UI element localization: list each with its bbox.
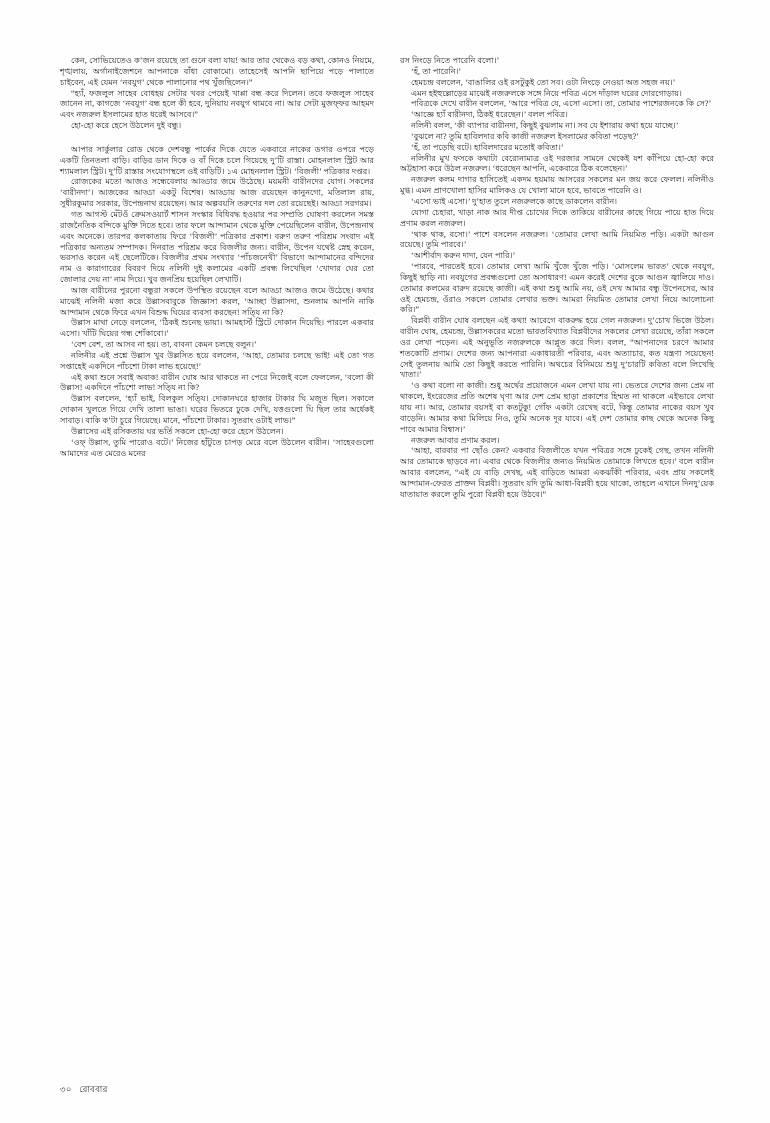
paragraph: ‘পারবে, পারতেই হবে। তোমার লেখা আমি খুঁজে খুঁজে পড়ি। ‘মোসলেম ভারত’ থেকে নবযুগ, কিছুই ছাড়ি না। নবযুগের প্রবন্ধগুলো তো অসাধারণ! এমন করেই দেশের বুকে আগুন জ্বালিয়ে দাও। তোমার কলমের বারুদ রয়েছে কাজী। এই কথা শুধু আমি নয়, ওই দেখ আমার বন্ধু উপেনসের, আর ওই হেমচন্দ্র, ওঁরাও সকলে তোমার লেখার ভক্ত। আমরা নিয়মিত তোমার লেখা নিয়ে আলোচনা করি।”: [400, 262, 714, 315]
paragraph: ‘আজ্ঞে হ্যাঁ বারীনদা, ঠিকই ধরেছেন।’ বলল পবিত্র।: [411, 110, 568, 120]
paragraph: এমন হইহুল্লোড়ের মাঝেই নজরুলকে সঙ্গে নিয়ে পবিত্র এসে দাঁড়াল ঘরের দোরগোড়ায়।: [411, 88, 682, 98]
paragraph: হো-হো করে হেসে উঠলেন দুই বন্ধু।: [71, 121, 182, 131]
paragraph: ‘থাক থাক, বসো।’ পাশে বসলেন নজরুল। ‘তোমার লেখা আমি নিয়মিত পড়ি। একটা আগুন রয়েছে। তুমি পারবে।’: [400, 229, 714, 250]
paragraph: যোগা চেহারা, খাড়া নাক আর দীপ্ত চোখের দিকে তাকিয়ে বারীনের কাছে গিয়ে পায়ে হাত দিয়ে প্রণাম করল নজরুল।: [400, 207, 714, 228]
two-column-layout: [60, 56, 714, 1056]
paragraph: উল্লাস বললেন, ‘হ্যাঁ ভাই, বিলকুল সতি্য। দোকানঘরে হাজার টাকার ঘি মজুত ছিল। সকালে দোকান খুলতে গিয়ে দেখি তালা ভাঙা। ঘরের ভিতরে ঢুকে দেখি, যত্তগুলো ঘি ছিল তার অর্ধেকই সাবাড়। বাকি ক’টা চুরে গিয়েছে। মানে, পাঁচশো টাকার। সুতরাং ওটাই লাভ।”: [60, 394, 374, 425]
left-column: [60, 56, 374, 1056]
paragraph: পবিত্রকে দেখে বারীন বললেন, ‘আরে পবিত্র যে, এসো এসো। তা, তোমার পাশেরজনকে কি সে?’: [411, 99, 712, 109]
paragraph: গত আগস্ট মেঁটওঁ ক্রেমসওয়ার্ট শাসন সংস্কার বিধিবদ্ধ হওয়ার পর সম্প্রতি ঘোষণা করলেন সমস্ত রাজনৈতিক বন্দিকে মুক্তি দিতে হবে। তার ফলে আন্দামান থেকে মুক্তি পেয়েছিলেন বারীন, উপেন্দ্রনাথ এবং অনেকে। তারপর কলকাতায় ফিরে ‘বিজলী’ পত্রিকার প্রকাশ। বরুণ তরুণ পরিশ্রম সংবাদ এই পত্রিকার অন্যতম সম্পাদক। দিনরাত পরিশ্রম করে বিজলীর জন্য। বারীন, উপেন যথেষ্ট স্নেহ করেন, ভরসাও করেন এই ছেলেটিকে। বিজলীর প্রথম সংখ্যার ‘পাঁচজনেখী’ বিভাগে আন্দামানের বন্দিদের নাম ও কারাগারের বিবরণ দিয়ে নলিনী দুই কলামের একটি প্রবন্ধ লিখেছিল ‘খোদার ঘের তো জোলার দেয় না’ নাম দিয়ে। খুব জনপ্রিয় হয়েছিল লেখাটি।: [60, 209, 374, 285]
paragraph: ‘হঁ, তা পড়েছি বটে। হাবিলদারের মতোই কবিতা।’: [411, 142, 564, 152]
paragraph: “হ্যাঁ, ফজলুল সাহেব বোধহয় সেটার খবর পেয়েই খাপ্পা বন্ধ করে দিলেন। তবে ফজলুল সাহেব জানেন না, কাগজে ‘নবযুগ’ বন্ধ হলে কী হবে, দুনিয়ায় নবযুগ থামবে না। আর সেটা মুজফ্‌ফর আহমদ এবং নজরুল ইসলামের হাত ধরেই আসবে।”: [60, 88, 374, 120]
paragraph: ‘হঁ, তা পারেনি।’: [411, 66, 462, 76]
magazine-name: রোববার: [79, 1085, 108, 1094]
paragraph: উল্লাসের এই রসিকতায় ঘর ভর্তি সকলে হো-হো করে হেসে উঠলেন।: [71, 426, 284, 436]
paragraph: ‘ও কথা বলো না কাজী। শুধু অর্থের প্রয়োজনে এমন লেখা যায় না। ভেতরে দেশের জন্য প্রেম না থাকলে, ইংরেজের প্রতি অশেষ ঘৃণা আর দেশ প্রেম ছাড়া প্রকাশের হিম্মত না থাকলে এইভাবে লেখা যায় না। আর, তোমার বয়সই বা কতটুকু! গোঁফ একটা রেখেছ বটে, কিন্তু তোমার নাকের বয়স খুব বাড়েনি। আমার কথা মিলিয়ে নিও, তুমি অনেক দূর যাবে। এই দেশ তোমার কাছ থেকে অনেক কিছু পাবে আমার বিশ্বাস।’: [400, 381, 714, 434]
paragraph: আপার সার্কুলার রোড থেকে দেশবন্ধু পার্কের দিকে যেতে একবারে নাকের ডগার ওপরে পড়ে একটি তিনতলা বাড়ি। বাড়ির ডান দিকে ও বাঁ দিকে চলে গিয়েছে দু’টি রাস্তা। মোহনলাল স্ট্রিট আর শ্যামলাল স্ট্রিট। দু’টি রাস্তার সংযোগস্থলে ওই বাড়িটি। ১এ মোহনলাল স্ট্রিট। ‘বিজলী’ পত্রিকার দপ্তর।: [60, 144, 374, 176]
paragraph: ‘আশীর্বাদ করুন দাদা, যেন পারি।’: [411, 251, 516, 261]
paragraph: উল্লাস মাথা নেড়ে বললেন, ‘ঠিকই শুনেছ ভায়া। আমহার্স্ট স্ট্রিটে দোকান দিয়েছি। পারলে একবার এসো। খাঁটি ঘিয়ের গন্ধ শোঁকাবো।’: [60, 318, 374, 339]
paragraph: নজরুল আবার প্রণাম করল।: [411, 435, 500, 445]
paragraph: নলিনীর এই প্রশ্নে উল্লাস খুব উল্লসিত হয়ে বললেন, ‘আহা, তোমার চলছে ভাই! এই তো গত সপ্তাহেই একদিনে পাঁচশো টাকা লাভ হয়েছে!’: [60, 350, 374, 371]
right-column: [400, 56, 714, 1056]
paragraph: ‘আহা, বারবার পা ছোঁও কেন? একবার বিজলীতে যখন পবিত্রর সঙ্গে ঢুকেই গেছ, তখন নলিনী আর তোমাকে ছাড়বে না। এবার থেকে বিজলীর জন্যও নিয়মিত তোমাকে লিখতে হবে।’ বলে বারীন আবার বললেন, “এই যে বাড়ি দেখছ, এই বাড়িতে আমরা একঝাঁকী পরিবার, এবং প্রায় সকলেই আন্দামান-ফেরত প্রাক্তন বিপ্লবী। সুতরাং যদি তুমি আধা-বিপ্লবী হয়ে থাকো, তাহলে এখানে দিনদু’য়েক যাতায়াত করলে তুমি পুরো বিপ্লবী হয়ে উঠবে।”: [400, 446, 714, 499]
paragraph: ‘ওফ্‌ উল্লাস, তুমি পারোও বটে।’ নিজের হাঁটুতে চাপড় মেরে বলে উঠলেন বারীন। ‘সাহেবগুলো আমাদের এত মেরেও মনের: [60, 437, 374, 458]
paragraph: ‘বুঝলে না? তুমি হাবিলদার কবি কাজী নজরুল ইসলামের কবিতা পড়েছ?’: [411, 131, 639, 141]
paragraph: নজরুল কলম দাগার হাসিতেই একদম হয়মায় আসরের সকলের মন জয় করে ফেলল। নলিনীও মুগ্ধ। এমন প্রাণখোলা হাসির মালিকও যে খোলা মানে হবে, ভাবতে পারেনি ও।: [400, 175, 714, 196]
page-footer: [60, 1083, 108, 1097]
paragraph: বিপ্লবী বারীন ঘোষ বলছেন এই কথা! আবেগে বাকরুদ্ধ হয়ে গেল নজরুল। দু’চোখ ভিজে উঠল। বারীন ঘোষ, হেমচন্দ্র, উল্লাসকরের মতো ভারতবিখ্যাত বিপ্লবীদের সকলের লেখা রয়েছে, তাঁরা সকলে ওর লেখা পড়েন। এই অনুভূতি নজরুলকে আপ্লুত করে দিল। বলল, “আপনাদের চরণে আমার শতকোটি প্রণাম। দেশের জন্য আপনারা একাধারতী পরিবার, এবং অত্যাচার, কত যন্ত্রণা সয়েছেন! সেই তুলনায় আমি তো কিছুই করতে পারিনি। অথচের বিনিময়ে শুধু দু’চারটি কবিতা বলে লিখেছি খাতা।’: [400, 316, 714, 380]
paragraph: ‘বেশ বেশ, তা আসব না হয়। তা, বাবনা কেমন চলছে বলুন।’: [71, 340, 257, 350]
section-break: [60, 132, 374, 145]
paragraph: ‘এসো ভাই এসো।’ দু’হাত তুলে নজরুলকে কাছে ডাকলেন বারীন।: [411, 196, 618, 206]
paragraph: এই কথা শুনে সবাই অবাক! বারীন ঘোষ আর থাকতে না পেরে নিজেই বলে ফেললেন, ‘বলো কী উল্লাস! একদিনে পাঁচশো লাভ! সতি্য না কি?: [60, 372, 374, 393]
paragraph: নলিনী বলল, ‘কী ব্যাপার বারীনদা, কিছুই বুঝলাম না। সব যে ইশারায় কথা হয়ে যাচ্ছে।’: [411, 121, 679, 131]
paragraph: রোজকের মতো আজও সন্ধেবেলায় আড্ডার জমে উঠেছে। ময়মনী বারীনদের যোগ। সকলের ‘বারীনদা’। আজকের আড্ডা একটু বিশেষ। আড্ডায় আজ রয়েছেন কানুনগো, মতিলাল রায়, সুধীরকুমার সরকার, উপেন্দ্রনাথ রয়েছেন। আর অল্পবয়সি তরুণের দল তো রয়েছেই। আড্ডা সরগরম।: [60, 177, 374, 209]
paragraph: আজ বারীনের পুরনো বন্ধুরা সকলে উপস্থিত রয়েছেন বলে আড্ডা আজও জমে উঠেছে। কথার মাঝেই নলিনী মজা করে উল্লাসবাবুকে জিজ্ঞাসা করল, ‘আচ্ছা উল্লাসদা, শুনলাম আপনি নাকি আন্দামান থেকে ফিরে এখন বিশুদ্ধ ঘিয়ের ব্যবসা করছেন! সতি্য না কি?: [60, 285, 374, 317]
paragraph: কেন, সোভিয়েতেও ক’জন রয়েছে তা গুনে বলা যায়! আর তার থেকেও বড় কথা, কোনও নিয়মে, শৃঙ্খলায়, অর্গানাইজেশনে আপনাকে বাঁধা বোকামো। তাহেসেই আপনি ছাপিয়ে পড়ে পালাতে চাইবেন, এই যেমন ‘নবযুগ’ থেকে পালানোর পথ খুঁজছিলেন।”: [60, 56, 374, 87]
paragraph: হেমচন্দ্র বললেন, ‘বাঙালির ওই রসটুকুই তো সব। ওটা নিংড়ে নেওয়া অত সহজ নয়।’: [411, 77, 676, 87]
paragraph: নলিনীর মুখ ফসকে কথাটা বেরোনামাত্র ওই দরজার সামনে থেকেই যশ কাঁপিয়ে হো-হো করে অট্টহাসা করে উঠল নজরুল। ‘ধরেছেন আপনি, একেবারে ঠিক বলেছেন।’: [400, 153, 714, 174]
paragraph: রস নিংড়ে নিতে পারেনি বলো।’: [400, 56, 500, 65]
page-number: ৩০: [60, 1085, 72, 1094]
